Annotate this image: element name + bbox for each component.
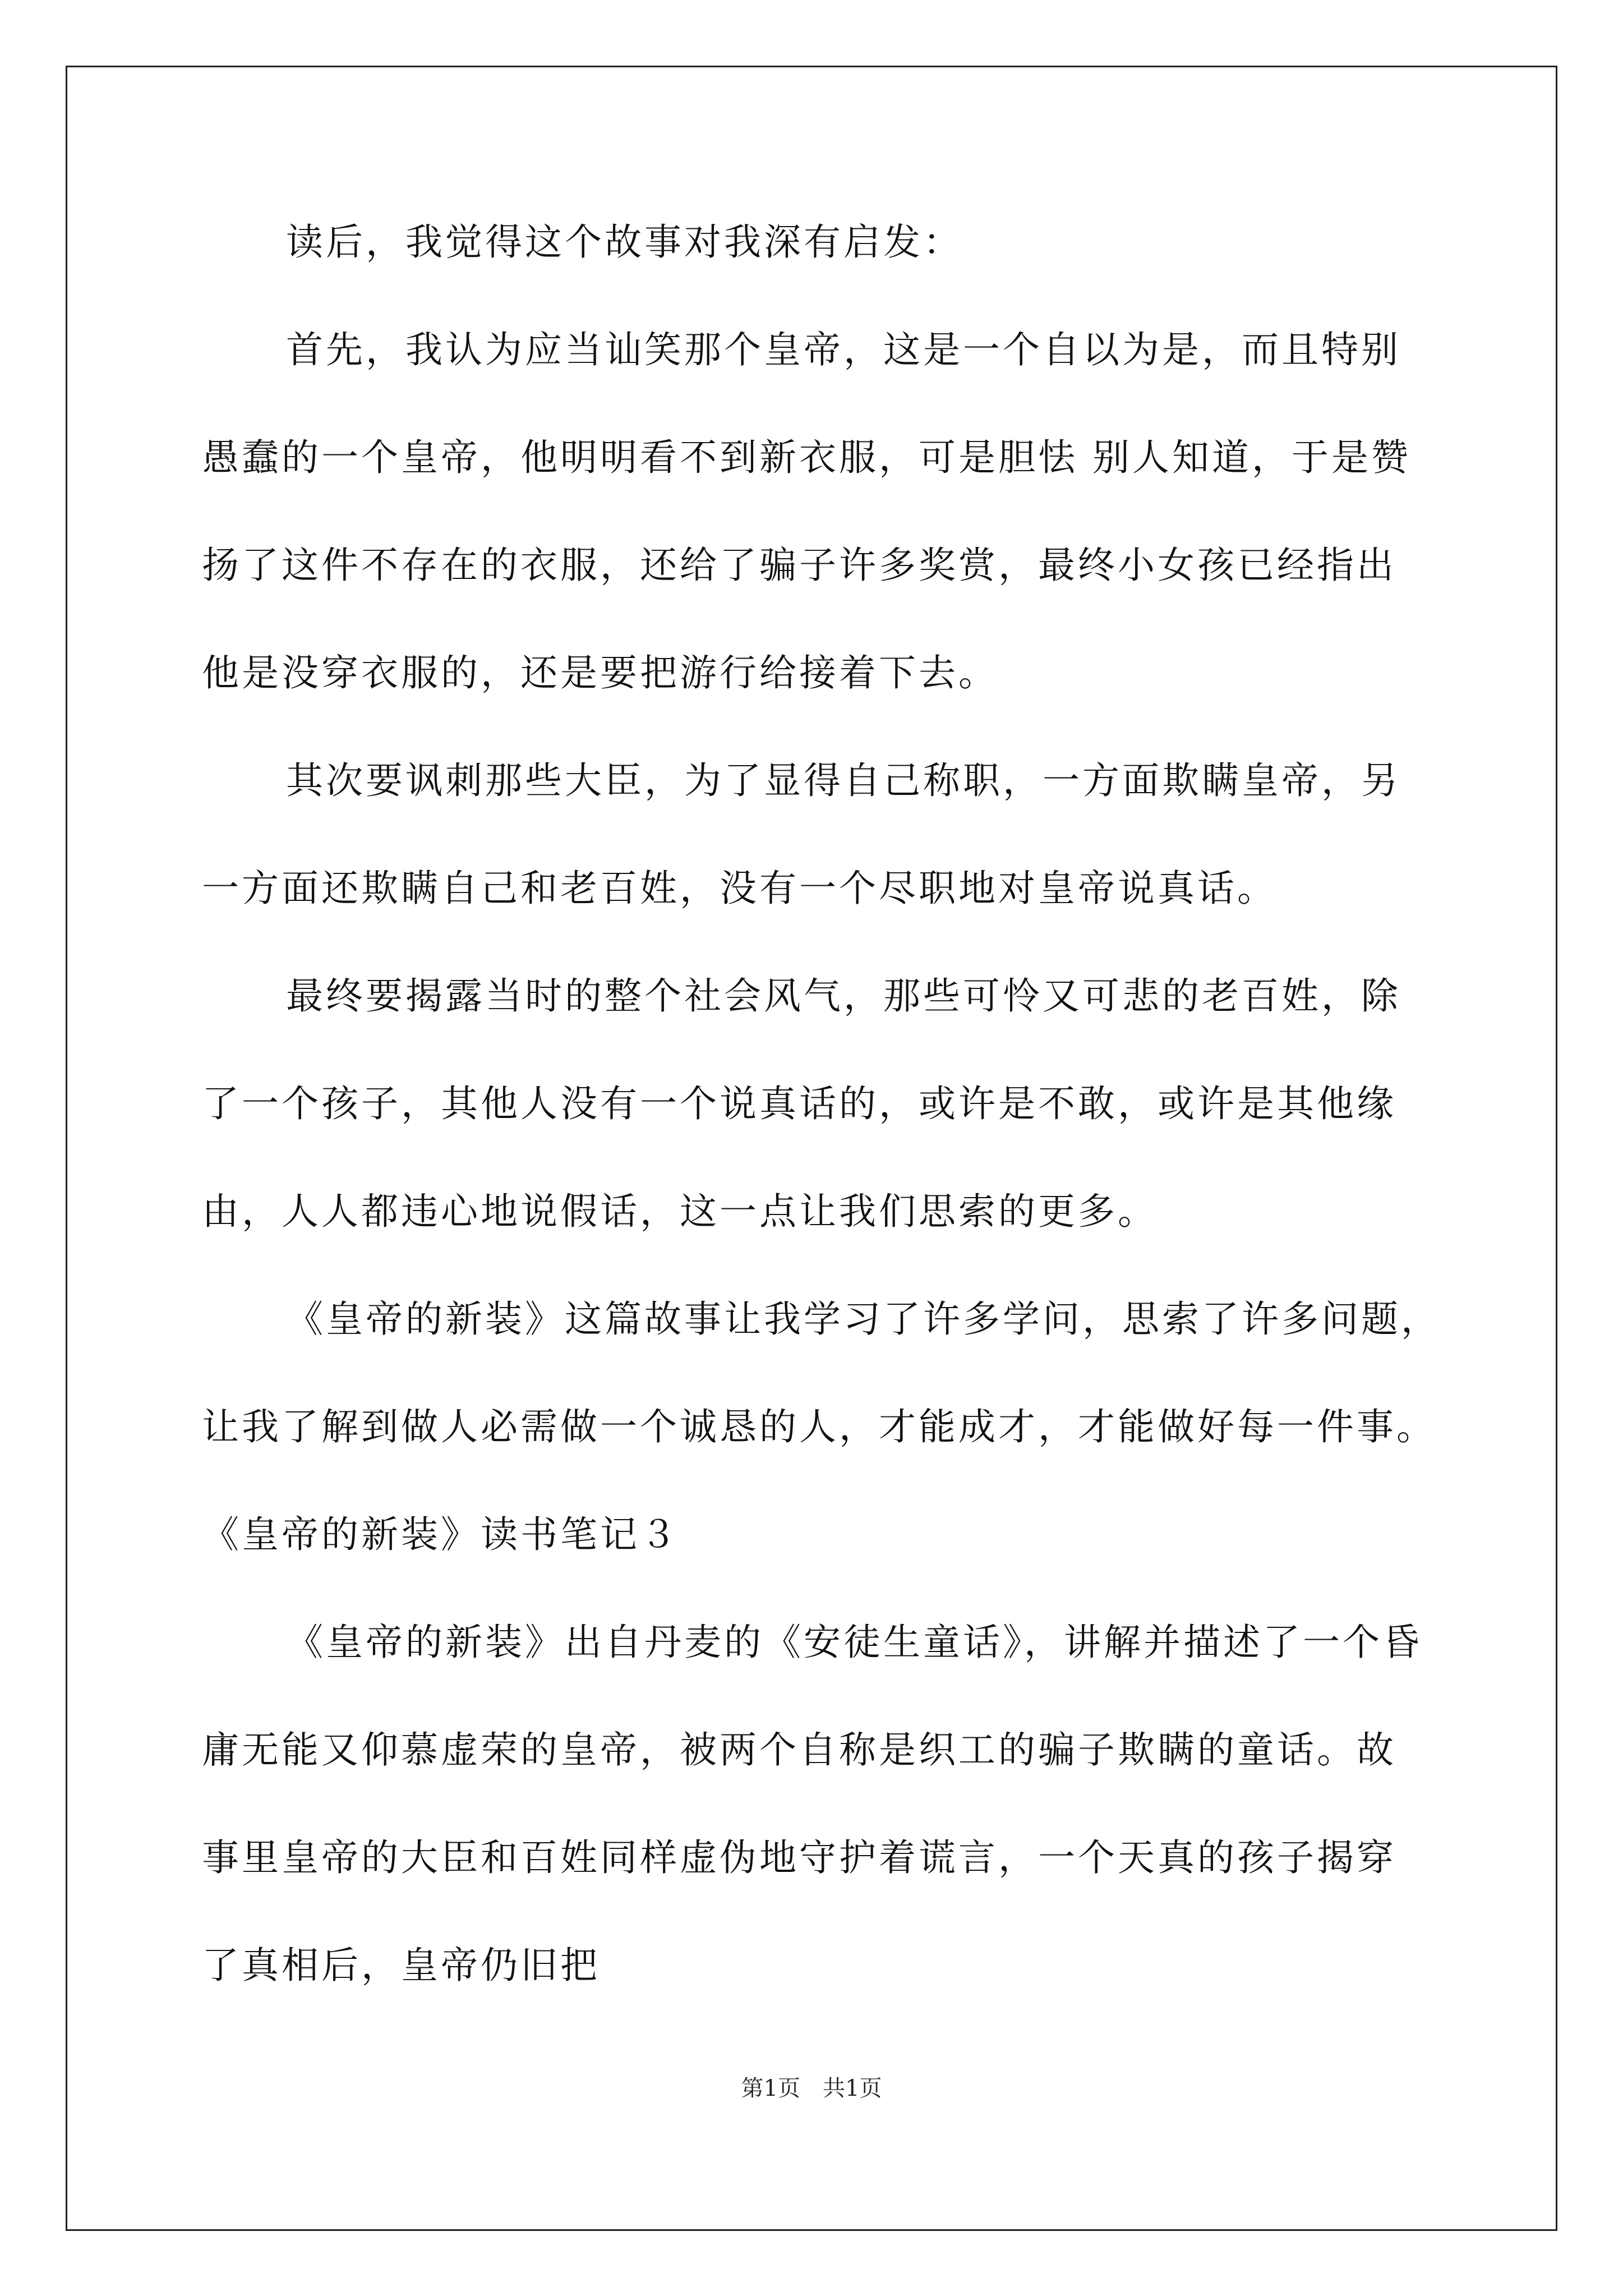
paragraph-line: 了一个孩子，其他人没有一个说真话的，或许是不敢，或许是其他缘 [202, 1082, 1396, 1125]
paragraph-line: 《皇帝的新装》出自丹麦的《安徒生童话》，讲解并描述了一个昏 [286, 1621, 1422, 1664]
paragraph-line: 他是没穿衣服的，还是要把游行给接着下去。 [202, 651, 998, 694]
paragraph-line: 读后，我觉得这个故事对我深有启发： [286, 220, 963, 264]
paragraph-line: 其次要讽刺那些大臣，为了显得自己称职，一方面欺瞒皇帝，另 [286, 759, 1401, 802]
paragraph-line: 扬了这件不存在的衣服，还给了骗子许多奖赏，最终小女孩已经指出 [202, 544, 1396, 587]
paragraph-line: 首先，我认为应当讪笑那个皇帝，这是一个自以为是，而且特别 [286, 328, 1401, 371]
paragraph-line: 事里皇帝的大臣和百姓同样虚伪地守护着谎言，一个天真的孩子揭穿 [202, 1836, 1396, 1879]
paragraph-line: 让我了解到做人必需做一个诚恳的人，才能成才，才能做好每一件事。 [202, 1405, 1436, 1448]
paragraph-line: 由，人人都违心地说假话，这一点让我们思索的更多。 [202, 1190, 1158, 1233]
paragraph-line: 愚蠢的一个皇帝，他明明看不到新衣服，可是胆怯 别人知道，于是赞 [202, 436, 1411, 479]
paragraph-line: 一方面还欺瞒自己和老百姓，没有一个尽职地对皇帝说真话。 [202, 867, 1277, 910]
paragraph-line: 庸无能又仰慕虚荣的皇帝，被两个自称是织工的骗子欺瞒的童话。故 [202, 1728, 1396, 1772]
page-number-footer: 第1页 共1页 [741, 2076, 882, 2101]
paragraph-line: 最终要揭露当时的整个社会风气，那些可怜又可悲的老百姓，除 [286, 974, 1401, 1018]
page-border [66, 66, 1557, 2231]
section-heading: 《皇帝的新装》读书笔记３ [202, 1513, 680, 1556]
paragraph-line: 《皇帝的新装》这篇故事让我学习了许多学问，思索了许多问题， [286, 1297, 1441, 1341]
paragraph-line: 了真相后，皇帝仍旧把 [202, 1944, 600, 1987]
